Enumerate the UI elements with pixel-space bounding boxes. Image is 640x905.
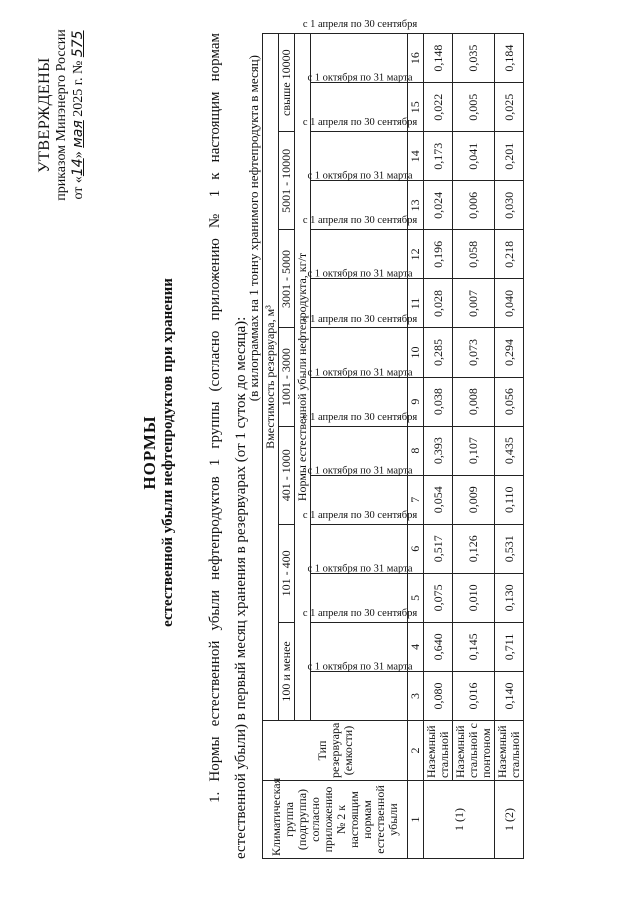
norm-value: 0,006 [453, 181, 495, 230]
norm-value: 0,038 [424, 377, 453, 426]
column-number: 5 [408, 573, 424, 622]
column-number: 11 [408, 279, 424, 328]
period-label: с 1 апреля по 30 сентября [302, 117, 418, 129]
norm-value: 0,028 [424, 279, 453, 328]
period-label: с 1 октября по 31 марта [307, 72, 413, 84]
handwritten-month: мая [70, 120, 86, 148]
approved-label: УТВЕРЖДЕНЫ [36, 57, 53, 173]
norm-value: 0,285 [424, 328, 453, 377]
norm-value: 0,040 [495, 279, 524, 328]
tank-type-cell: Наземный стальной [424, 721, 453, 781]
norm-value: 0,058 [453, 230, 495, 279]
document-title: НОРМЫ [140, 415, 159, 490]
period-label: с 1 апреля по 30 сентября [302, 313, 418, 325]
period-label: с 1 октября по 31 марта [307, 563, 413, 575]
column-number: 10 [408, 328, 424, 377]
column-number: 15 [408, 83, 424, 132]
table-row [495, 34, 524, 859]
column-number: 4 [408, 622, 424, 671]
norm-value: 0,184 [495, 34, 524, 83]
column-number: 12 [408, 230, 424, 279]
norm-value: 0,008 [453, 377, 495, 426]
capacity-range: 100 и менее [279, 622, 295, 720]
climate-group-cell: 1 (1) [424, 781, 495, 859]
column-number: 8 [408, 426, 424, 475]
handwritten-day: 14 [70, 158, 86, 177]
norm-value: 0,640 [424, 622, 453, 671]
norm-value: 0,030 [495, 181, 524, 230]
norm-value: 0,110 [495, 475, 524, 524]
period-label: с 1 апреля по 30 сентября [302, 215, 418, 227]
period-label: с 1 апреля по 30 сентября [302, 411, 418, 423]
header-capacity: Вместимость резервуара, м³ [263, 34, 279, 721]
tank-type-cell: Наземный стальной [495, 721, 524, 781]
norm-value: 0,145 [453, 622, 495, 671]
table-row [424, 34, 453, 859]
norm-value: 0,393 [424, 426, 453, 475]
capacity-range: свыше 10000 [279, 34, 295, 132]
order-line: приказом Минэнерго России [54, 29, 69, 201]
norm-value: 0,035 [453, 34, 495, 83]
norm-value: 0,218 [495, 230, 524, 279]
capacity-range: 401 - 1000 [279, 426, 295, 524]
column-number: 1 [408, 781, 424, 859]
norm-value: 0,073 [453, 328, 495, 377]
norm-value: 0,024 [424, 181, 453, 230]
column-number: 14 [408, 132, 424, 181]
table-body [424, 34, 524, 859]
norm-value: 0,075 [424, 573, 453, 622]
norm-value: 0,107 [453, 426, 495, 475]
period-label: с 1 октября по 31 марта [307, 170, 413, 182]
capacity-range: 3001 - 5000 [279, 230, 295, 328]
handwritten-number: 575 [70, 30, 86, 58]
period-label: с 1 апреля по 30 сентября [302, 607, 418, 619]
capacity-range: 101 - 400 [279, 524, 295, 622]
period-label: с 1 октября по 31 марта [307, 661, 413, 673]
norm-value: 0,173 [424, 132, 453, 181]
column-numbers-row [408, 34, 424, 859]
norms-table [262, 19, 524, 859]
column-number: 3 [408, 671, 424, 720]
column-number: 9 [408, 377, 424, 426]
header-tank-type: Тип резервуара (емкости) [263, 721, 408, 781]
norm-value: 0,056 [495, 377, 524, 426]
norm-value: 0,140 [495, 671, 524, 720]
norm-value: 0,711 [495, 622, 524, 671]
period-label: с 1 октября по 31 марта [307, 367, 413, 379]
norm-value: 0,435 [495, 426, 524, 475]
tank-type-cell: Наземный стальной с понтоном [453, 721, 495, 781]
header-norms: Нормы естественной убыли нефтепродукта, кг/т [295, 34, 311, 721]
period-winter [307, 661, 413, 720]
capacity-range: 5001 - 10000 [279, 132, 295, 230]
norm-value: 0,005 [453, 83, 495, 132]
period-label: с 1 октября по 31 марта [307, 465, 413, 477]
order-date-line: от «14» мая 2025 г. № 575 [70, 30, 86, 200]
norm-value: 0,531 [495, 524, 524, 573]
column-number: 6 [408, 524, 424, 573]
norm-value: 0,201 [495, 132, 524, 181]
intro-paragraph: 1. Нормы естественной убыли нефтепродуктов 1 группы (согласно приложению № 1 к настоящим нормам естественной убыли) в первый месяц хранения в резервуарах (от 1 суток до месяца): [207, 33, 249, 859]
norm-value: 0,025 [495, 83, 524, 132]
climate-group-cell: 1 (2) [495, 781, 524, 859]
period-label: с 1 апреля по 30 сентября [302, 509, 418, 521]
capacity-range: 1001 - 3000 [279, 328, 295, 426]
column-number: 2 [408, 721, 424, 781]
norm-value: 0,126 [453, 524, 495, 573]
norm-value: 0,294 [495, 328, 524, 377]
header-climate-group: Климатическая группа (подгруппа) согласно приложению № 2 к настоящим нормам естественной убыли [263, 781, 408, 859]
column-number: 7 [408, 475, 424, 524]
norm-value: 0,080 [424, 671, 453, 720]
norm-value: 0,007 [453, 279, 495, 328]
norm-value: 0,016 [453, 671, 495, 720]
norm-value: 0,009 [453, 475, 495, 524]
norm-value: 0,196 [424, 230, 453, 279]
column-number: 16 [408, 34, 424, 83]
approval-stamp [36, 15, 87, 215]
norm-value: 0,130 [495, 573, 524, 622]
norm-value: 0,041 [453, 132, 495, 181]
units-note: (в килограммах на 1 тонну хранимого нефтепродукта в месяц) [246, 55, 261, 402]
period-label: с 1 октября по 31 марта [307, 268, 413, 280]
norm-value: 0,148 [424, 34, 453, 83]
norm-value: 0,010 [453, 573, 495, 622]
norm-value: 0,517 [424, 524, 453, 573]
column-number: 13 [408, 181, 424, 230]
norm-value: 0,022 [424, 83, 453, 132]
document-subtitle: естественной убыли нефтепродуктов при хранении [160, 278, 176, 627]
norm-value: 0,054 [424, 475, 453, 524]
period-label: с 1 апреля по 30 сентября [302, 19, 418, 31]
table-row [453, 34, 495, 859]
